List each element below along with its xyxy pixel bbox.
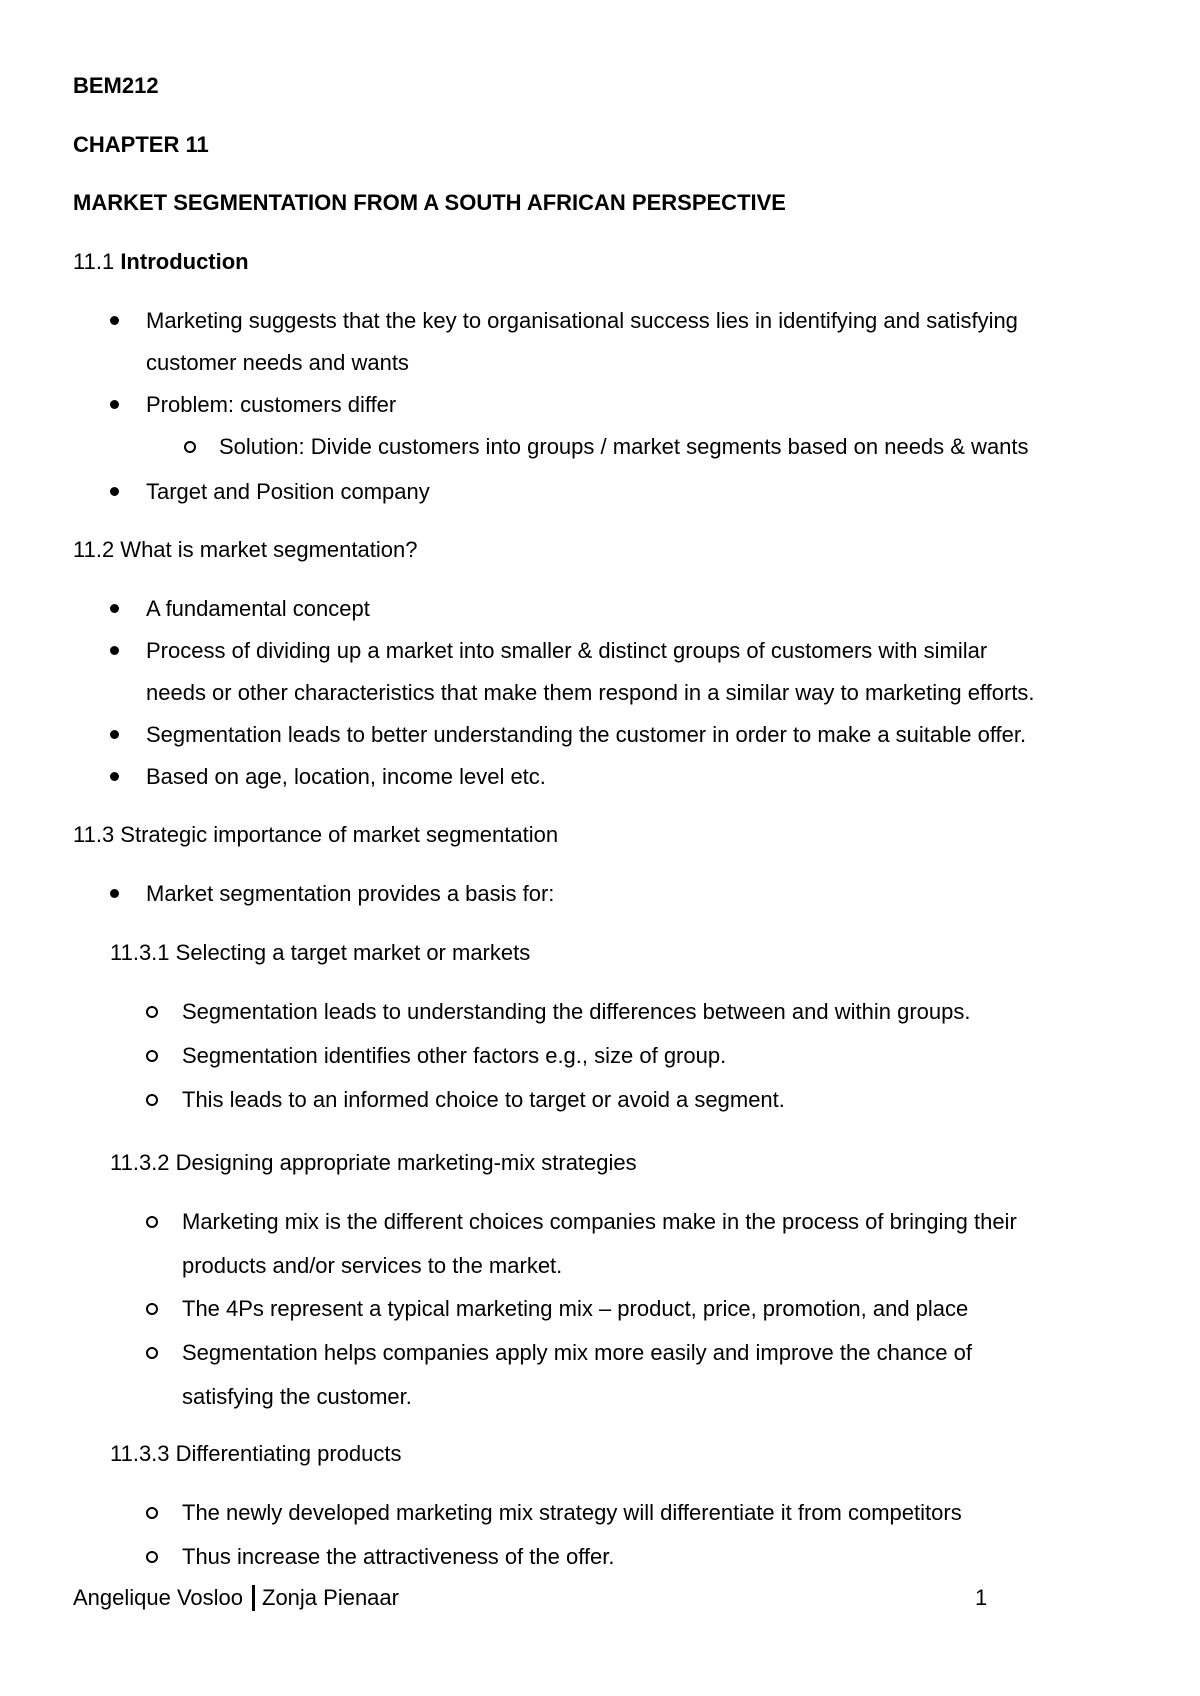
- bullet-text: Target and Position company: [146, 479, 430, 504]
- sub-bullet-icon: [146, 1094, 158, 1106]
- sub-bullet-icon: [146, 1050, 158, 1062]
- sub-bullet-icon: [146, 1347, 158, 1359]
- bullet-icon: [110, 316, 119, 325]
- sub-bullet-icon: [146, 1551, 158, 1563]
- bullet-text: Process of dividing up a market into smaller & distinct groups of customers with similar: [146, 638, 988, 663]
- bullet-icon: [110, 487, 119, 496]
- subsection-heading-11-3-2: 11.3.2 Designing appropriate marketing-mix strategies: [110, 1150, 637, 1175]
- subsection-heading-11-3-3: 11.3.3 Differentiating products: [110, 1441, 402, 1466]
- bullet-icon: [110, 730, 119, 739]
- page-number: 1: [975, 1585, 988, 1610]
- sub-bullet-text: Segmentation helps companies apply mix more easily and improve the chance of: [182, 1340, 972, 1365]
- section-heading-11-2: 11.2 What is market segmentation?: [73, 537, 418, 562]
- subsection-heading-11-3-1: 11.3.1 Selecting a target market or markets: [110, 940, 531, 965]
- footer-author-2: Zonja Pienaar: [262, 1585, 399, 1610]
- sub-bullet-text: The 4Ps represent a typical marketing mix – product, price, promotion, and place: [182, 1296, 969, 1321]
- sub-bullet-text: Segmentation identifies other factors e.g., size of group.: [182, 1043, 727, 1068]
- sub-bullet-text: Segmentation leads to understanding the differences between and within groups.: [182, 999, 971, 1024]
- bullet-icon: [110, 604, 119, 613]
- course-code: BEM212: [73, 73, 159, 98]
- bullet-text: Market segmentation provides a basis for:: [146, 881, 555, 906]
- bullet-text: Based on age, location, income level etc.: [146, 764, 546, 789]
- bullet-text: Marketing suggests that the key to organisational success lies in identifying and satisfying: [146, 308, 1018, 333]
- section-number: 11.1: [73, 249, 115, 274]
- sub-bullet-text-continued: satisfying the customer.: [182, 1384, 412, 1409]
- sub-bullet-icon: [146, 1216, 158, 1228]
- sub-bullet-text: Solution: Divide customers into groups / market segments based on needs & wants: [219, 434, 1029, 459]
- footer-divider: [252, 1585, 255, 1611]
- sub-bullet-text: Thus increase the attractiveness of the offer.: [182, 1544, 615, 1569]
- sub-bullet-text: This leads to an informed choice to target or avoid a segment.: [182, 1087, 785, 1112]
- bullet-icon: [110, 889, 119, 898]
- section-title: Introduction: [120, 249, 249, 274]
- bullet-icon: [110, 400, 119, 409]
- sub-bullet-icon: [146, 1006, 158, 1018]
- sub-bullet-text: Marketing mix is the different choices companies make in the process of bringing their: [182, 1209, 1017, 1234]
- sub-bullet-text: The newly developed marketing mix strategy will differentiate it from competitors: [182, 1500, 962, 1525]
- sub-bullet-icon: [184, 441, 196, 453]
- bullet-text: Segmentation leads to better understanding the customer in order to make a suitable offer.: [146, 722, 1027, 747]
- document-title: MARKET SEGMENTATION FROM A SOUTH AFRICAN PERSPECTIVE: [73, 190, 786, 215]
- chapter-label: CHAPTER 11: [73, 132, 209, 157]
- bullet-text: Problem: customers differ: [146, 392, 397, 417]
- bullet-text-continued: customer needs and wants: [146, 350, 409, 375]
- sub-bullet-text-continued: products and/or services to the market.: [182, 1253, 563, 1278]
- sub-bullet-icon: [146, 1303, 158, 1315]
- sub-bullet-icon: [146, 1507, 158, 1519]
- footer-author-1: Angelique Vosloo: [73, 1585, 244, 1610]
- section-heading-11-1: [73, 249, 249, 275]
- bullet-text: A fundamental concept: [146, 596, 370, 621]
- section-heading-11-3: 11.3 Strategic importance of market segmentation: [73, 822, 559, 847]
- bullet-icon: [110, 772, 119, 781]
- bullet-icon: [110, 646, 119, 655]
- bullet-text-continued: needs or other characteristics that make them respond in a similar way to marketing efforts.: [146, 680, 1035, 705]
